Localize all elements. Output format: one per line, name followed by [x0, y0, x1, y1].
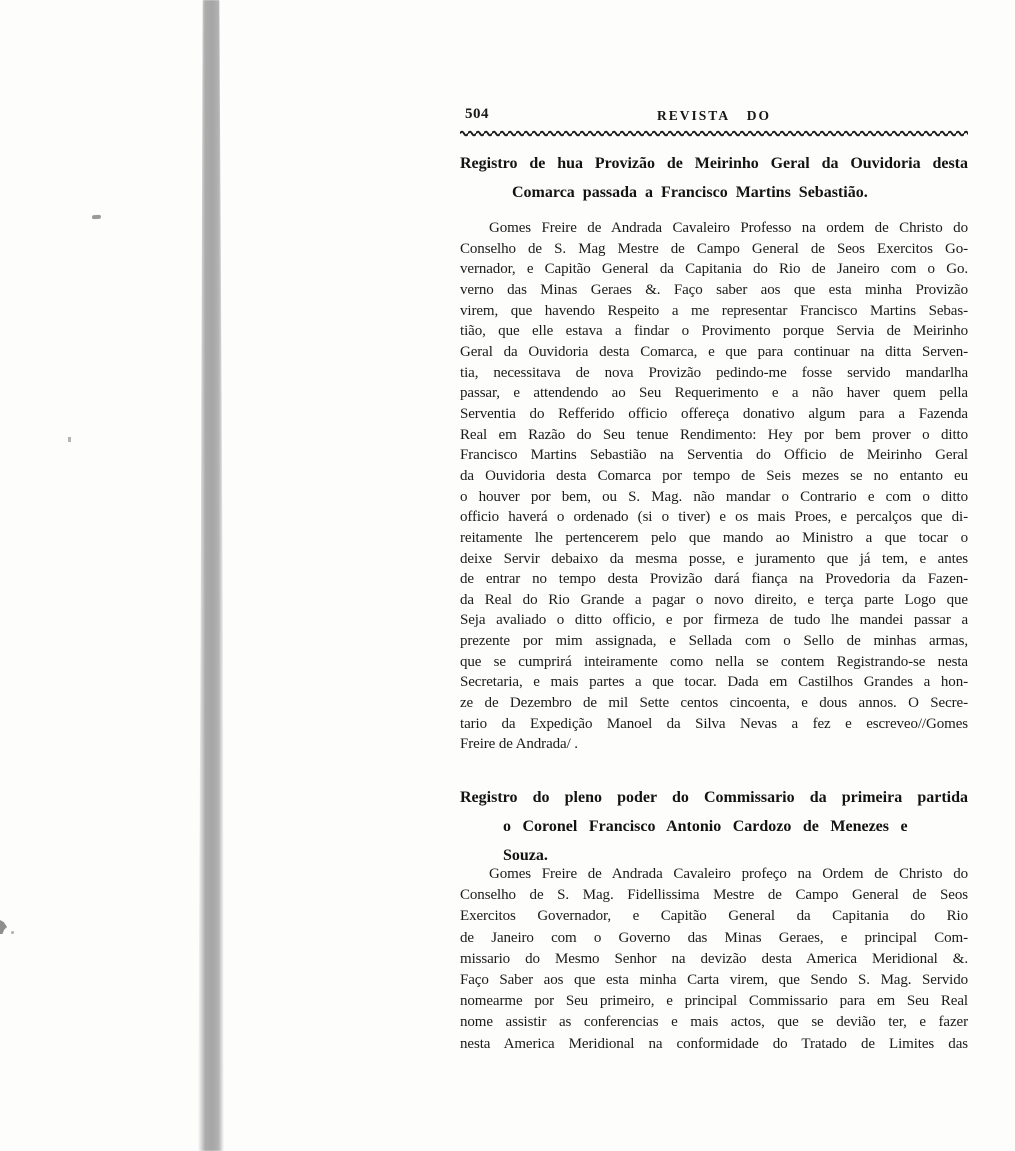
scan-speck [0, 920, 7, 934]
page-number: 504 [465, 106, 489, 122]
text-line: verno das Minas Geraes &. Faço saber aos que esta minha Provizão [460, 281, 968, 298]
text-line: officio haverá o ordenado (si o tiver) e os mais Proes, e percalços que di- [460, 509, 968, 526]
section2-heading [460, 783, 968, 870]
text-line: nesta America Meridional na conformidade do Tratado de Limites das [460, 1035, 968, 1052]
text-line: tario da Expedição Manoel da Silva Nevas a fez e escreveo//Gomes [460, 715, 968, 732]
text-line: Secretaria, e mais partes a que tocar. Dada em Castilhos Grandes a hon- [460, 674, 968, 691]
section2-heading-line1: Registro do pleno poder do Commissario da primeira partida [460, 789, 968, 806]
text-line: da Real do Rio Grande a pagar o novo direito, e terça parte Logo que [460, 591, 968, 608]
text-line: tião, que elle estava a findar o Provimento porque Servia de Meirinho [460, 323, 968, 340]
scan-speck [11, 931, 14, 934]
text-line: Conselho de S. Mag. Fidellissima Mestre de Campo General de Seos [460, 887, 968, 904]
text-line: Gomes Freire de Andrada Cavaleiro Professo na ordem de Christo do [489, 220, 968, 236]
text-line: que se cumprirá inteiramente como nella se contem Registrando-se nesta [460, 653, 968, 670]
text-line: Conselho de S. Mag Mestre de Campo General de Seos Exercitos Go- [460, 240, 968, 257]
text-line: prezente por mim assignada, e Sellada com o Sello de minhas armas, [460, 633, 968, 650]
text-line: Faço Saber aos que esta minha Carta virem, que Sendo S. Mag. Servido [460, 972, 968, 989]
text-line: ze de Dezembro de mil Sette centos cincoenta, e dous annos. O Secre- [460, 695, 968, 712]
section2-paragraph [460, 864, 968, 1055]
text-line: Gomes Freire de Andrada Cavaleiro profeço na Ordem de Christo do [489, 866, 968, 882]
section1-paragraph [460, 218, 968, 755]
section2-heading-line2: o Coronel Francisco Antonio Cardozo de Menezes e [503, 818, 908, 835]
section1-heading [460, 149, 968, 207]
text-line: reitamente lhe pertencerem pelo que mando ao Ministro a que tocar o [460, 529, 968, 546]
scan-speck [68, 437, 71, 442]
text-line: nomearme por Seu primeiro, e principal Commissario para em Seu Real [460, 993, 968, 1010]
page-header [460, 106, 968, 126]
text-line: da Ouvidoria desta Comarca por tempo de Seis mezes se no entanto eu [460, 467, 968, 484]
text-line: de Janeiro com o Governo das Minas Geraes, e principal Com- [460, 929, 968, 946]
wavy-rule [460, 127, 968, 137]
section1-heading-line2: Comarca passada a Francisco Martins Sebastião. [512, 184, 868, 201]
section1-heading-line1: Registro de hua Provizão de Meirinho Geral da Ouvidoria desta [460, 155, 968, 172]
text-line: Geral da Ouvidoria desta Comarca, e que para continuar na ditta Serven- [460, 343, 968, 360]
text-line: virem, que havendo Respeito a me representar Francisco Martins Sebas- [460, 302, 968, 319]
text-line: Exercitos Governador, e Capitão General da Capitania do Rio [460, 908, 968, 925]
text-line: nome assistir as conferencias e mais actos, que se devião ter, e fazer [460, 1014, 968, 1031]
text-line: Seja avaliado o ditto officio, e por firmeza de tudo lhe mandei passar a [460, 612, 968, 629]
running-title: REVISTA DO [657, 108, 771, 123]
text-line: passar, e attendendo ao Seu Requerimento e a não haver quem pella [460, 385, 968, 402]
text-line: de entrar no tempo desta Provizão dará fiança na Provedoria da Fazen- [460, 571, 968, 588]
text-line: tia, necessitava de nova Provizão pedindo-me fosse servido mandarlha [460, 364, 968, 381]
scan-speck [92, 215, 101, 220]
text-line: Francisco Martins Sebastião na Serventia do Officio de Meirinho Geral [460, 447, 968, 464]
text-line: Freire de Andrada/ . [460, 736, 578, 753]
text-line: deixe Servir debaixo da mesma posse, e juramento que já tem, e antes [460, 550, 968, 567]
text-line: vernador, e Capitão General da Capitania do Rio de Janeiro com o Go. [460, 261, 968, 278]
book-gutter-shadow [198, 0, 224, 1151]
text-line: Serventia do Refferido officio offereça donativo algum para a Fazenda [460, 405, 968, 422]
text-line: Real em Razão do Seu tenue Rendimento: Hey por bem prover o ditto [460, 426, 968, 443]
text-line: missario do Mesmo Senhor na devizão desta America Meridional &. [460, 950, 968, 967]
text-line: o houver por bem, ou S. Mag. não mandar o Contrario e com o ditto [460, 488, 968, 505]
section2-heading-line3: Souza. [503, 847, 548, 864]
